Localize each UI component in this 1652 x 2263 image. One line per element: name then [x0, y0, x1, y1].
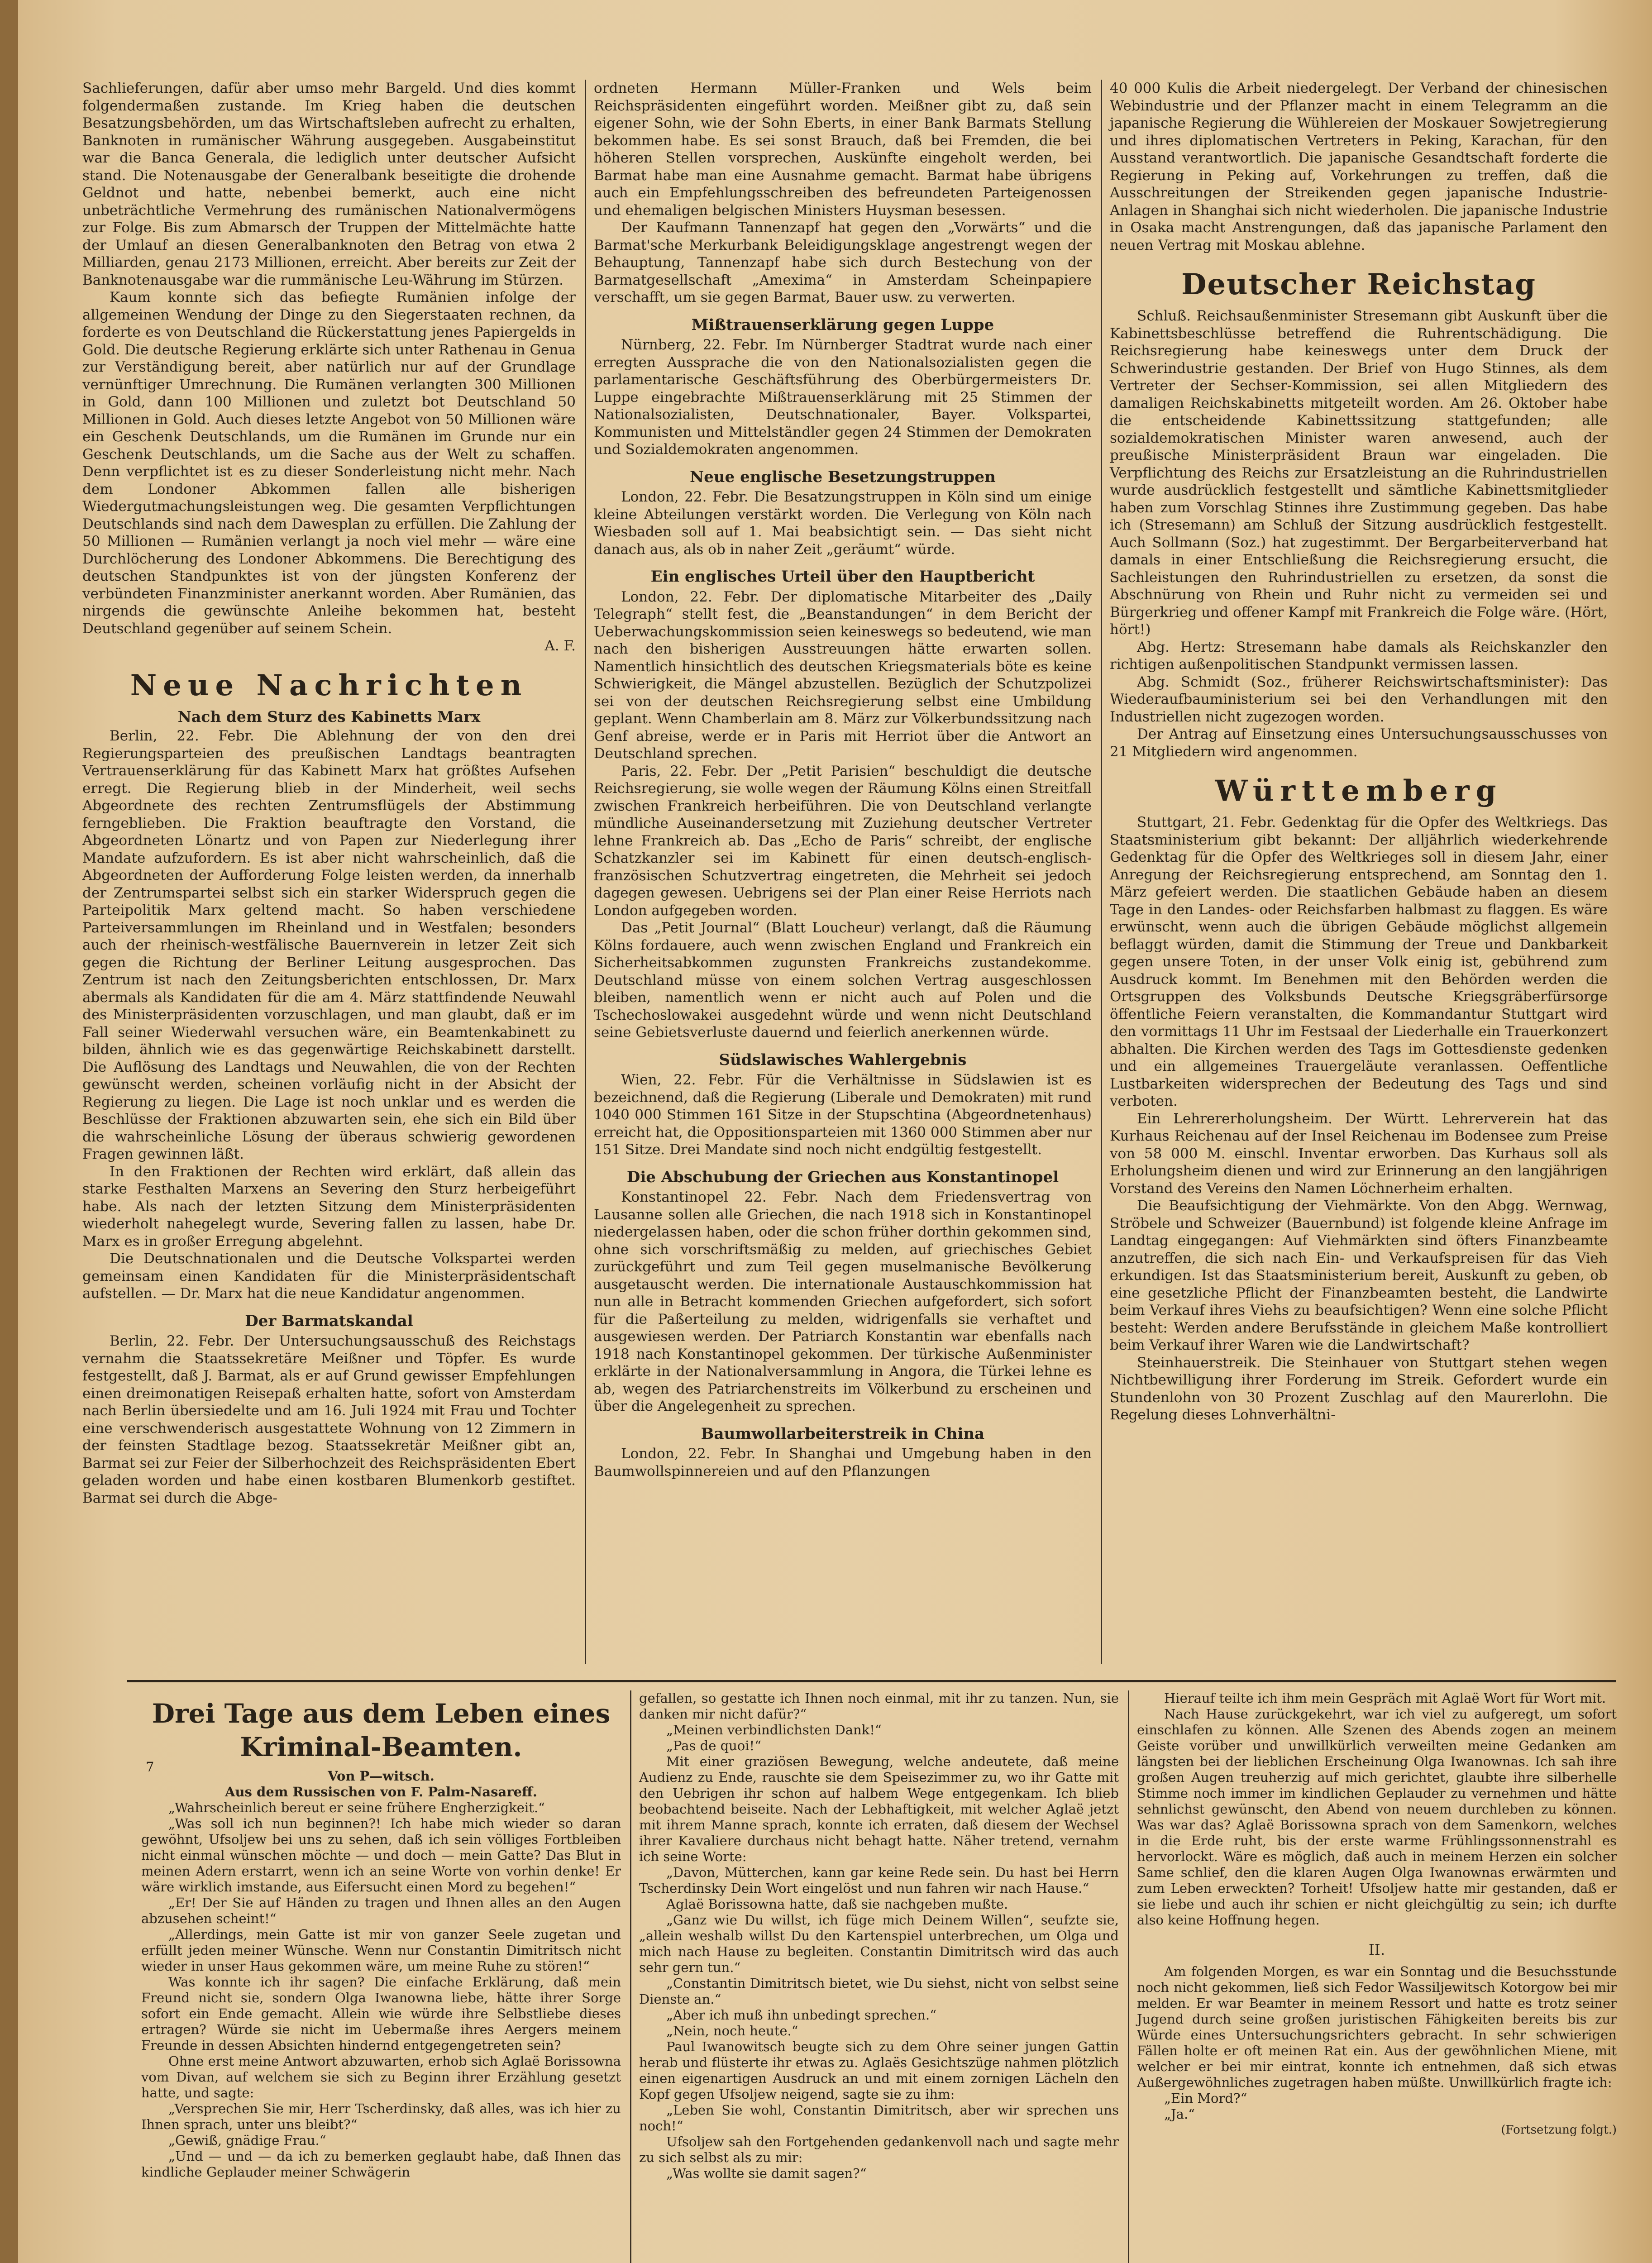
story-paragraph: „Was wollte sie damit sagen?“ — [666, 2166, 867, 2181]
column-divider — [1128, 1690, 1129, 2263]
news-paragraph: London, 22. Febr. In Shanghai und Umgebung haben in den Baumwollspinnereien und auf den Pflanzungen — [594, 1446, 1092, 1480]
story-column-3 — [1137, 1690, 1617, 2138]
story-paragraph: „Gewiß, gnädige Frau.“ — [168, 2133, 326, 2148]
column-3 — [1110, 80, 1608, 1424]
story-paragraph: Aglaë Borissowna hatte, daß sie nachgeben mußte. — [666, 1896, 1008, 1912]
story-paragraph: „Wahrscheinlich bereut er seine frühere Engherzigkeit.“ — [168, 1800, 545, 1815]
news-paragraph: Abg. Schmidt (Soz., früherer Reichswirtschaftsminister): Das Wiederaufbauministerium sei bei den Verhandlungen mit den Industriellen nicht zugezogen worden. — [1110, 673, 1608, 725]
news-paragraph: Die Beaufsichtigung der Viehmärkte. Von den Abgg. Wernwag, Ströbele und Schweizer (Bauernbund) ist folgende kleine Anfrage im Landtag eingegangen: Auf Viehmärkten sind öfters Finanzbeamte anzutreffen, die sich nach Ein- und Verkaufspreisen für das Vieh erkundigen. Ist das Staatsministerium bereit, Auskunft zu geben, ob eine gesetzliche Pflicht der Finanzbeamten besteht, die Landwirte beim Verkauf ihres Viehs zu beaufsichtigen? Wenn eine solche Pflicht besteht: Werden andere Berufsstände in gleichem Maße kontrolliert beim Verkauf ihrer Waren wie die Landwirtschaft? — [1110, 1198, 1608, 1353]
news-paragraph: Nürnberg, 22. Febr. Im Nürnberger Stadtrat wurde nach einer erregten Aussprache die von den Nationalsozialisten gegen die parlamentarische Geschäftsführung des Oberbürgermeisters Dr. Luppe eingebrachte Mißtrauenserklärung mit 25 Stimmen der Nationalsozialisten, Deutschnationaler, Bayer. Volkspartei, Kommunisten und Mittelständler gegen 24 Stimmen der Demokraten und Sozialdemokraten angenommen. — [594, 337, 1092, 458]
story-paragraph: „Was soll ich nun beginnen?! Ich habe mich wieder so daran gewöhnt, Ufsoljew bei uns zu sehen, daß ich sein völliges Fortbleiben nicht einmal wünschen möchte — und doch — mein Gatte? Das Blut in meinen Adern erstarrt, wenn ich an seine Worte von vorhin denke! Er wäre wirklich imstande, aus Eifersucht einen Mord zu begehen!“ — [141, 1816, 621, 1895]
story-paragraph: Ohne erst meine Antwort abzuwarten, erhob sich Aglaë Borissowna vom Divan, auf welchem sie sich zu Beginn ihrer Erzählung gesetzt hatte, und sagte: — [141, 2053, 621, 2101]
story-paragraph: Hierauf teilte ich ihm mein Gespräch mit Aglaë Wort für Wort mit. — [1164, 1690, 1606, 1706]
news-heading: Neue englische Besetzungstruppen — [690, 468, 996, 486]
news-paragraph: Berlin, 22. Febr. Der Untersuchungsausschuß des Reichstags vernahm die Staatssekretäre Meißner und Töpfer. Es wurde festgestellt, daß J. Barmat, als er auf Grund gewisser Empfehlungen einen dreimonatigen Reisepaß erhalten hatte, sofort von Amsterdam nach Berlin übersiedelte und am 16. Juli 1924 mit Frau und Tochter eine verschwenderisch ausgestattete Wohnung von 12 Zimmern in der feinsten Stadtlage bezog. Staatssekretär Meißner gibt an, Barmat sei zur Feier der Silberhochzeit des Reichspräsidenten Ebert geladen worden und habe einen kostbaren Blumenkorb gestiftet. Barmat sei durch die Abge- — [82, 1333, 576, 1506]
news-paragraph: Schluß. Reichsaußenminister Stresemann gibt Auskunft über die Kabinettsbeschlüsse betreffend die Ruhrentschädigung. Die Reichsregierung habe keineswegs unter dem Druck der Schwerindustrie gestanden. Der Brief von Hugo Stinnes, als dem Vertreter der Sechser-Kommission, sei allen Mitgliedern des damaligen Reichskabinetts mitgeteilt worden. Am 26. Oktober habe die entscheidende Kabinettssitzung stattgefunden; alle sozialdemokratischen Minister waren anwesend, auch der preußische Ministerpräsident Braun war eingeladen. Die Verpflichtung des Reichs zur Ersatzleistung an die Ruhrindustriellen wurde ausdrücklich festgestellt und sämtliche Kabinettsmitglieder haben zum Vorschlag Stinnes ihre Zustimmung gegeben. Das habe ich (Stresemann) am Schluß der Sitzung ausdrücklich festgestellt. Auch Sollmann (Soz.) hat zugestimmt. Der Bergarbeiterverband hat damals in einer Entschließung die Reichsregierung ersucht, die Sachleistungen den Ruhrindustriellen zu ersetzen, da sonst die Abschnürung von Rhein und Ruhr nicht zu vermeiden sei und Bürgerkrieg und offener Kampf mit Frankreich die Folge wäre. (Hört, hört!) — [1110, 308, 1608, 638]
column-divider — [1101, 80, 1102, 1664]
section-heading-wuerttemberg: Württemberg — [1215, 774, 1503, 808]
news-paragraph: Das „Petit Journal“ (Blatt Loucheur) verlangt, daß die Räumung Kölns fordauere, auch wenn zwischen England und Frankreich ein Sicherheitsabkommen zugunsten Frankreichs zustandekomme. Deutschland müsse von einem solchen Vertrag ausgeschlossen bleiben, namentlich wenn er nicht auch auf Polen und die Tschechoslowakei ausgedehnt würde und wenn nicht Deutschland seine Gebietsverluste dauernd und feierlich anerkennen würde. — [594, 920, 1092, 1041]
section-heading-deutscher-reichstag: Deutscher Reichstag — [1181, 267, 1537, 301]
story-paragraph: „Ganz wie Du willst, ich füge mich Deinem Willen“, seufzte sie, „allein weshalb willst Du den Kartenspiel unterbrechen, um Olga und mich nach Hause zu begleiten. Constantin Dimitritsch wird das auch sehr gern tun.“ — [639, 1912, 1119, 1975]
page-binding-edge — [0, 0, 18, 2263]
story-installment-number: 7 — [146, 1759, 154, 1775]
story-title: Drei Tage aus dem Leben eines Kriminal-Beamten. — [152, 1698, 611, 1762]
news-heading: Südslawisches Wahlergebnis — [719, 1050, 967, 1069]
chapter-number: II. — [1368, 1941, 1385, 1958]
news-heading: Der Barmatskandal — [245, 1312, 413, 1330]
news-paragraph: London, 22. Febr. Die Besatzungstruppen in Köln sind um einige kleine Abteilungen verstärkt worden. Die Verlegung von Köln nach Wiesbaden soll auf 1. Mai beabsichtigt sein. — Das sieht nicht danach aus, als ob in naher Zeit „geräumt“ würde. — [594, 489, 1092, 558]
story-paragraph: Am folgenden Morgen, es war ein Sonntag und die Besuchsstunde noch nicht gekommen, ließ sich Fedor Wassiljewitsch Kotorgow bei mir melden. Er war Beamter in meinem Ressort und hatte es trotz seiner Jugend durch seine großen juristischen Fähigkeiten bereits bis zur Würde eines Untersuchungsrichters gebracht. In sehr schwierigen Fällen holte er oft meinen Rat ein. Aus der gewöhnlichen Miene, mit welcher er bei mir eintrat, konnte ich entnehmen, daß sich etwas Außergewöhnliches zugetragen haben müßte. Unwillkürlich fragte ich: — [1137, 1964, 1617, 2090]
story-paragraph: „Ein Mord?“ — [1164, 2091, 1247, 2106]
story-paragraph: „Ja.“ — [1164, 2106, 1195, 2122]
column-divider — [585, 80, 586, 1664]
story-paragraph: „Meinen verbindlichsten Dank!“ — [666, 1722, 882, 1738]
intro-paragraph: Kaum konnte sich das befiegte Rumänien infolge der allgemeinen Wendung der Dinge zu den Siegerstaaten rechnen, da forderte es von Deutschland die Rückerstattung jenes Papiergelds in Gold. Die deutsche Regierung erklärte sich unter Rathenau in Genua zur Verständigung bereit, aber natürlich nur auf der Grundlage vernünftiger Umrechnung. Die Rumänen verlangten 300 Millionen in Gold, dann 100 Millionen und zuletzt bot Deutschland 50 Millionen in Gold. Auch dieses letzte Angebot von 50 Millionen wäre ein Geschenk Deutschlands, um die Rumänen im Grunde nur ein Geschenk Deutschlands, um die Sache aus der Welt zu schaffen. Denn verpflichtet ist es zu dieser Sonderleistung nicht mehr. Nach dem Londoner Abkommen fallen alle bisherigen Wiedergutmachungsleistungen weg. Die gesamten Verpflichtungen Deutschlands sind nach dem Dawesplan zu erfüllen. Die Zahlung der 50 Millionen — Rumänien verlangt ja noch viel mehr — wäre eine Durchlöcherung des Londoner Abkommens. Die Berechtigung des deutschen Standpunktes ist von der jüngsten Konferenz der verbündeten Finanzminister anerkannt worden. Aber Rumänien, das nirgends die gewünschte Anleihe bekommen hat, besteht Deutschland gegenüber auf seinem Schein. — [82, 289, 576, 637]
column-2 — [594, 80, 1092, 1480]
story-paragraph: Was konnte ich ihr sagen? Die einfache Erklärung, daß mein Freund nicht sie, sondern Olga Iwanowna liebe, hätte ihrer Sorge sofort ein Ende gemacht. Allein wie würde ihre Selbstliebe dieses ertragen? Würde sie nicht im Uebermaße ihres Aergers meinem Freunde in dessen Absichten hindernd entgegengetreten sein? — [141, 1974, 621, 2053]
column-1 — [82, 80, 576, 1507]
story-paragraph: Ufsoljew sah den Fortgehenden gedankenvoll nach und sagte mehr zu sich selbst als zu mir: — [639, 2134, 1119, 2165]
story-translator: Aus dem Russischen von F. Palm-Nasareff. — [225, 1784, 537, 1800]
section-heading-neue-nachrichten: Neue Nachrichten — [130, 668, 528, 702]
story-byline: Von P—witsch. — [328, 1768, 434, 1784]
to-be-continued-note: (Fortsetzung folgt.) — [1501, 2123, 1617, 2137]
news-paragraph: ordneten Hermann Müller-Franken und Wels beim Reichspräsidenten eingeführt worden. Meißner gibt zu, daß sein eigener Sohn, wie der Sohn Eberts, in einer Bank Barmats Stellung bekommen habe. Es sei sonst Brauch, daß bei Fremden, die bei höheren Stellen vorsprechen, Auskünfte eingeholt werden, bei Barmat habe man eine Ausnahme gemacht. Barmat habe übrigens auch ein Empfehlungsschreiben des befreundeten Parteigenossen und ehemaligen belgischen Ministers Huysman besessen. — [594, 80, 1092, 219]
news-paragraph: Steinhauerstreik. Die Steinhauer von Stuttgart stehen wegen Nichtbewilligung ihrer Forderung im Streik. Gefordert wurde ein Stundenlohn von 30 Prozent Zuschlag auf den Maurerlohn. Die Regelung dieses Lohnverhältni- — [1110, 1354, 1608, 1423]
news-heading: Mißtrauenserklärung gegen Luppe — [691, 315, 994, 334]
story-paragraph: „Nein, noch heute.“ — [666, 2023, 798, 2039]
story-paragraph: „Versprechen Sie mir, Herr Tscherdinsky, daß alles, was ich hier zu Ihnen sprach, unter uns bleibt?“ — [141, 2101, 621, 2132]
news-paragraph: In den Fraktionen der Rechten wird erklärt, daß allein das starke Festhalten Marxens an Severing den Sturz herbeigeführt habe. Als nach der letzten Sitzung dem Ministerpräsidenten wiederholt nahegelegt wurde, Severing fallen zu lassen, habe Dr. Marx es in großer Erregung abgelehnt. — [82, 1163, 576, 1250]
story-paragraph: „Pas de quoi!“ — [666, 1738, 762, 1753]
news-paragraph: Paris, 22. Febr. Der „Petit Parisien“ beschuldigt die deutsche Reichsregierung, sie wolle wegen der Räumung Kölns einen Streitfall zwischen Frankreich herbeiführen. Die von Deutschland verlangte mündliche Auseinandersetzung mit Zuziehung deutscher Vertreter lehne Frankreich ab. Das „Echo de Paris“ schreibt, der englische Schatzkanzler sei im Kabinett für einen deutsch-englisch-französischen Schutzvertrag eingetreten, die Mehrheit sei jedoch dagegen gewesen. Uebrigens sei der Plan einer Reise Herriots nach London aufgegeben worden. — [594, 763, 1092, 919]
story-paragraph: „Und — und — da ich zu bemerken geglaubt habe, daß Ihnen das kindliche Geplauder meiner Schwägerin — [141, 2148, 621, 2180]
feuilleton-divider — [127, 1680, 1616, 1682]
story-paragraph: gefallen, so gestatte ich Ihnen noch einmal, mit ihr zu tanzen. Nun, sie danken mir nicht dafür?“ — [639, 1690, 1119, 1722]
newspaper-page — [18, 0, 1652, 2263]
intro-paragraph: Sachlieferungen, dafür aber umso mehr Bargeld. Und dies kommt folgendermaßen zustande. Im Krieg haben die deutschen Besatzungsbehörden, um das Wirtschaftsleben aufrecht zu erhalten, Banknoten in rumänischer Währung ausgegeben. Ausgabeinstitut war die Banca Generala, die lediglich unter deutscher Aufsicht stand. Die Notenausgabe der Generalbank beseitigte die drohende Geldnot und hatte, nebenbei bemerkt, auch eine nicht unbeträchtliche Vermehrung des rumänischen Nationalvermögens zur Folge. Bis zum Abmarsch der Truppen der Mittelmächte hatte der Umlauf an diesen Generalbanknoten den Betrag von etwa 2 Milliarden, genau 2173 Millionen, erreicht. Aber bereits zur Zeit der Banknotenausgabe war die rummänische Leu-Währung im Stürzen. — [82, 80, 576, 288]
news-paragraph: Der Kaufmann Tannenzapf hat gegen den „Vorwärts“ und die Barmat'sche Merkurbank Beleidigungsklage angestrengt wegen der Behauptung, Tannenzapf habe sich durch Bestechung von der Barmatgesellschaft „Amexima“ in Amsterdam Scheinpapiere verschafft, um sie gegen Barmat, Bauer usw. zu verwerten. — [594, 220, 1092, 306]
story-paragraph: Nach Hause zurückgekehrt, war ich viel zu aufgeregt, um sofort einschlafen zu können. Alle Szenen des Abends zogen an meinem Geiste vorüber und unwillkürlich verweilten meine Gedanken am längsten bei der lieblichen Erscheinung Olga Iwanownas. Ich sah ihre großen Augen treuherzig auf mich gerichtet, glaubte ihre silberhelle Stimme noch immer im kindlichen Geplauder zu vernehmen und hätte sehnlichst gewünscht, den Abend von neuem durchleben zu können. Was war das? Aglaë Borissowna sprach von dem Samenkorn, welches in die Erde ruht, bis der erste warme Frühlingssonnenstrahl es hervorlockt. Wäre es möglich, daß auch in meinem Herzen ein solcher Same schlief, den die klaren Augen Olga Iwanownas erwärmten und zum Leben erweckten? Torheit! Ufsoljew hatte mir gestanden, daß er sie liebe und auch ihr schien er nicht gleichgültig zu sein; ich durfte also keine Hoffnung hegen. — [1137, 1706, 1617, 1928]
news-paragraph: Die Deutschnationalen und die Deutsche Volkspartei werden gemeinsam einen Kandidaten für die Ministerpräsidentschaft aufstellen. — Dr. Marx hat die neue Kandidatur angenommen. — [82, 1251, 576, 1302]
news-paragraph: Der Antrag auf Einsetzung eines Untersuchungsausschusses von 21 Mitgliedern wird angenommen. — [1110, 726, 1608, 760]
news-paragraph: Ein Lehrererholungsheim. Der Württ. Lehrerverein hat das Kurhaus Reichenau auf der Insel Reichenau im Bodensee zum Preise von 58 000 M. einschl. Inventar erworben. Das Kurhaus soll als Erholungsheim dienen und wird zur Erinnerung an den langjährigen Vorstand des Vereins den Namen Löchnerheim erhalten. — [1110, 1110, 1608, 1197]
story-paragraph: „Davon, Mütterchen, kann gar keine Rede sein. Du hast bei Herrn Tscherdinsky Dein Wort eingelöst und nun fahren wir nach Hause.“ — [639, 1865, 1119, 1896]
story-column-2 — [639, 1690, 1119, 2182]
story-paragraph: Paul Iwanowitsch beugte sich zu dem Ohre seiner jungen Gattin herab und flüsterte ihr etwas zu. Aglaës Gesichtszüge nahmen plötzlich einen eigenartigen Ausdruck an und mit einem zornigen Lächeln den Kopf gegen Ufsoljew neigend, sagte sie zu ihm: — [639, 2039, 1119, 2102]
story-paragraph: „Er! Der Sie auf Händen zu tragen und Ihnen alles an den Augen abzusehen scheint!“ — [141, 1895, 621, 1926]
news-paragraph: Wien, 22. Febr. Für die Verhältnisse in Südslawien ist es bezeichnend, daß die Regierung (Liberale und Demokraten) mit rund 1040 000 Stimmen 161 Sitze in der Stupschtina (Abgeordnetenhaus) erreicht hat, die Oppositionsparteien mit 1360 000 Stimmen aber nur 151 Sitze. Drei Mandate sind noch nicht endgültig festgestellt. — [594, 1072, 1092, 1158]
author-signature: A. F. — [544, 638, 576, 654]
story-paragraph: „Leben Sie wohl, Constantin Dimitritsch, aber wir sprechen uns noch!“ — [639, 2102, 1119, 2134]
news-paragraph: 40 000 Kulis die Arbeit niedergelegt. Der Verband der chinesischen Webindustrie und der Pflanzer macht in einem Telegramm an die japanische Regierung die Wühlereien der Moskauer Sowjetregierung und ihres diplomatischen Vertreters in Peking, Karachan, für den Ausstand verantwortlich. Die japanische Gesandtschaft forderte die Regierung in Peking auf, Vorkehrungen zu treffen, daß die Ausschreitungen der Streikenden gegen japanische Industrie-Anlagen in Shanghai sich nicht wiederholen. Die japanische Industrie in Osaka macht Anstrengungen, daß das japanische Parlament den neuen Vertrag mit Moskau ablehne. — [1110, 80, 1608, 253]
news-paragraph: Stuttgart, 21. Febr. Gedenktag für die Opfer des Weltkriegs. Das Staatsministerium gibt bekannt: Der alljährlich wiederkehrende Gedenktag für die Opfer des Weltkrieges soll in diesem Jahr, einer Anregung der Reichsregierung entsprechend, am Sonntag den 1. März gefeiert werden. Die staatlichen Gebäude haben an diesem Tage in den Landes- oder Reichsfarben halbmast zu flaggen. Es wäre erwünscht, wenn auch die übrigen Gebäude möglichst allgemein beflaggt würden, damit die Stimmung der Treue und Dankbarkeit gegen unsere Toten, in der unser Volk einig ist, gebührend zum Ausdruck kommt. Im Benehmen mit den Behörden werden die Ortsgruppen des Volksbunds Deutsche Kriegsgräberfürsorge öffentliche Feiern veranstalten, die Kommandantur Stuttgart wird den vormittags 11 Uhr im Festsaal der Liederhalle ein Trauerkonzert abhalten. Die Kirchen werden des Tags im Gottesdienste gedenken und ein allgemeines Trauergeläute veranlassen. Oeffentliche Lustbarkeiten widersprechen der Bedeutung des Tags und sind verboten. — [1110, 814, 1608, 1109]
story-paragraph: „Allerdings, mein Gatte ist mir von ganzer Seele zugetan und erfüllt jeden meiner Wünsche. Wenn nur Constantin Dimitritsch nicht wieder in unser Haus gekommen wäre, um meine Ruhe zu stören!“ — [141, 1927, 621, 1974]
story-paragraph: „Aber ich muß ihn unbedingt sprechen.“ — [666, 2007, 937, 2023]
story-paragraph: Mit einer graziösen Bewegung, welche andeutete, daß meine Audienz zu Ende, rauschte sie dem Speisezimmer zu, wo ihr Gatte mit den Uebrigen ihr schon auf halbem Wege entgegenkam. Ich blieb beobachtend beiseite. Nach der Lebhaftigkeit, mit welcher Aglaë jetzt mit ihrem Manne sprach, konnte ich erraten, daß diesem der Wechsel ihrer Kavaliere durchaus nicht behagt hatte. Näher tretend, vernahm ich seine Worte: — [639, 1754, 1119, 1864]
news-paragraph: London, 22. Febr. Der diplomatische Mitarbeiter des „Daily Telegraph“ stellt fest, die „Beanstandungen“ in dem Bericht der Ueberwachungskommission seien keineswegs so bedeutend, wie man nach den bisherigen Ausstreuungen hätte erwarten sollen. Namentlich hinsichtlich des deutschen Kriegsmaterials böte es keine Schwierigkeit, die Mängel abzustellen. Bezüglich der Schutzpolizei sei von der deutschen Reichsregierung selbst eine Umbildung geplant. Wenn Chamberlain am 8. März zur Völkerbundssitzung nach Genf abreise, werde er in Paris mit Herriot über die Antwort an Deutschland sprechen. — [594, 588, 1092, 762]
news-heading: Ein englisches Urteil über den Hauptbericht — [650, 568, 1035, 586]
news-paragraph: Berlin, 22. Febr. Die Ablehnung der von den drei Regierungsparteien des preußischen Landtags beantragten Vertrauenserklärung für das Kabinett Marx hat größtes Aufsehen erregt. Die Regierung blieb in der Minderheit, weil sechs Abgeordnete des rechten Zentrumsflügels der Abstimmung ferngeblieben. Die Fraktion beauftragte den Vorstand, die Abgeordneten Lönartz und von Papen zur Niederlegung ihrer Mandate aufzufordern. Es ist aber nicht wahrscheinlich, daß die Abgeordneten der Aufforderung Folge leisten werden, da innerhalb der Zentrumspartei selbst sich ein starker Widerspruch gegen die Parteipolitik Marx geltend macht. So haben verschiedene Parteiversammlungen im Rheinland und in Westfalen; besonders auch der rheinisch-westfälische Bauernverein in letzer Zeit sich gegen die Richtung der Berliner Leitung ausgesprochen. Das Zentrum ist nach den Zeitungsberichten entschlossen, Dr. Marx abermals als Kandidaten für die am 4. März stattfindende Neuwahl des Ministerpräsidenten vorzuschlagen, und man glaubt, daß er im Fall seiner Wiederwahl versuchen wäre, ein Beamtenkabinett zu bilden, ähnlich wie es das gegenwärtige Reichskabinett darstellt. Die Auflösung des Landtags und Neuwahlen, die von der Rechten gewünscht werden, scheinen vorläufig nicht in der Absicht der Regierung zu liegen. Die Lage ist noch unklar und es werden die Beschlüsse der Fraktionen abzuwarten sein, ehe sich ein Bild über die wahrscheinliche Lösung der überaus schwierig gewordenen Fragen gewinnen läßt. — [82, 728, 576, 1162]
story-column-1 — [141, 1690, 621, 2180]
news-heading: Die Abschubung der Griechen aus Konstantinopel — [626, 1168, 1059, 1186]
news-paragraph: Abg. Hertz: Stresemann habe damals als Reichskanzler den richtigen außenpolitischen Standpunkt vermissen lassen. — [1110, 639, 1608, 673]
story-paragraph: „Constantin Dimitritsch bietet, wie Du siehst, nicht von selbst seine Dienste an.“ — [639, 1976, 1119, 2007]
news-heading: Nach dem Sturz des Kabinetts Marx — [177, 707, 481, 726]
news-heading: Baumwollarbeiterstreik in China — [701, 1424, 985, 1443]
news-paragraph: Konstantinopel 22. Febr. Nach dem Friedensvertrag von Lausanne sollen alle Griechen, die nach 1918 sich in Konstantinopel niedergelassen haben, oder die schon früher dorthin gekommen sind, ohne sich vorschriftsmäßig zu melden, auf griechisches Gebiet zurückgeführt und zum Teil gegen muselmanische Bevölkerung ausgetauscht werden. Die internationale Austauschkommission hat nun alle in Betracht kommenden Griechen aufgefordert, sich sofort für die Paßerteilung zu melden, widrigenfalls sie verhaftet und ausgewiesen werden. Der Patriarch Konstantin war ebenfalls nach 1918 nach Konstantinopel gekommen. Der türkische Außenminister erklärte in der Nationalversammlung in Angora, die Türkei lehne es ab, wegen des Patriarchenstreits im Völkerbund zu erscheinen und über die Angelegenheit zu sprechen. — [594, 1189, 1092, 1414]
column-divider — [630, 1690, 631, 2263]
